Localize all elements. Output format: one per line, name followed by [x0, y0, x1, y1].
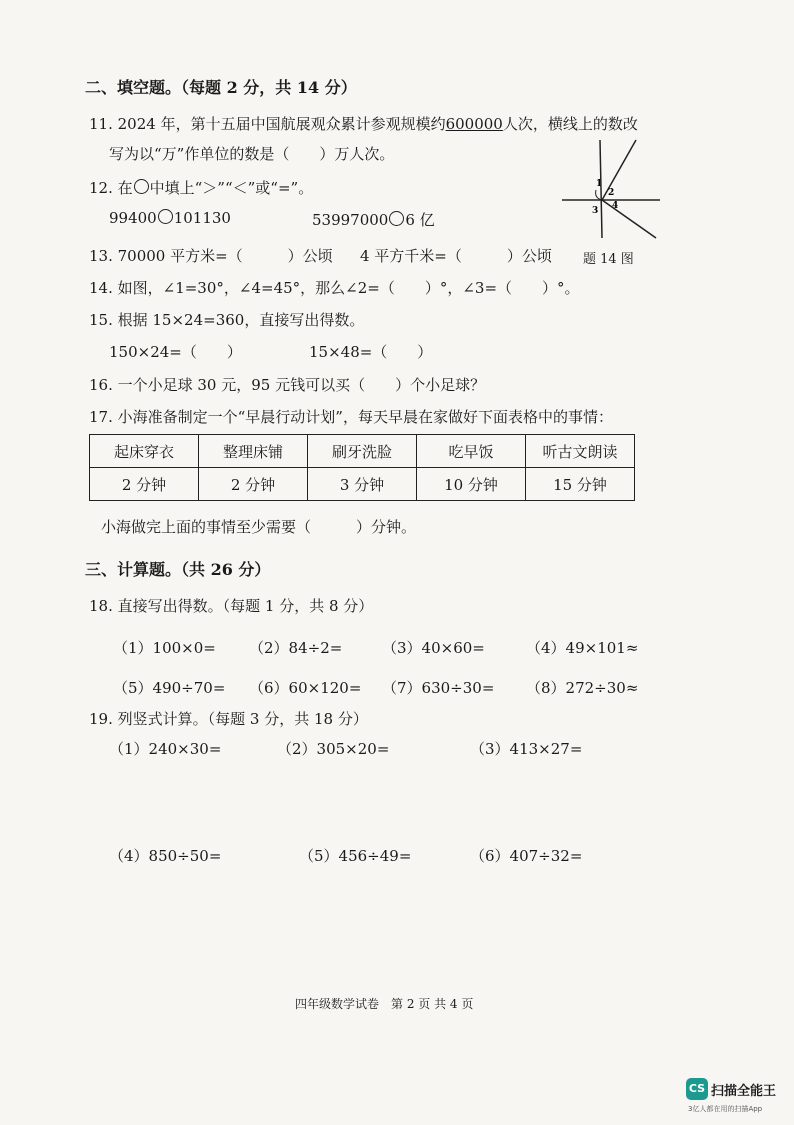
q12-part-b	[312, 209, 435, 230]
q19-item: （2）305×20=	[277, 740, 390, 758]
compare-circle-icon[interactable]	[389, 211, 404, 226]
q12-b-left: 53997000	[312, 211, 389, 229]
question-13-a: 13. 70000 平方米=（ ）公顷	[89, 247, 333, 265]
table-cell: 10 分钟	[417, 468, 526, 501]
q11-underlined-number: 600000	[445, 115, 503, 133]
table-header-cell: 刷牙洗脸	[308, 435, 417, 468]
schedule-table	[89, 434, 635, 501]
angle-diagram-icon	[556, 138, 666, 243]
q18-item: （2）84÷2=	[249, 639, 343, 657]
table-header-cell: 听古文朗读	[526, 435, 635, 468]
question-12	[89, 177, 313, 198]
q12-stem-b: 中填上“＞”“＜”或“=”。	[149, 179, 314, 197]
q12-b-right: 6 亿	[405, 211, 435, 229]
compare-circle-icon[interactable]	[158, 209, 173, 224]
q18-item: （3）40×60=	[382, 639, 485, 657]
scanner-watermark	[686, 1078, 776, 1100]
question-18-title: 18. 直接写出得数。（每题 1 分，共 8 分）	[89, 597, 374, 615]
table-row	[90, 468, 635, 501]
question-13-b: 4 平方千米=（ ）公顷	[360, 247, 552, 265]
section-2-note: （每题 2 分，共 14 分）	[181, 78, 357, 97]
angle-label: 4	[612, 201, 619, 211]
q12-a-right: 101130	[173, 209, 231, 227]
table-header-cell: 起床穿衣	[90, 435, 199, 468]
question-14: 14. 如图，∠1=30°，∠4=45°，那么∠2=（ ）°，∠3=（ ）°。	[89, 279, 580, 297]
table-cell: 3 分钟	[308, 468, 417, 501]
table-row	[90, 435, 635, 468]
lower-ray-line	[602, 200, 656, 238]
table-cell: 2 分钟	[90, 468, 199, 501]
table-header-cell: 整理床铺	[199, 435, 308, 468]
vertical-line	[600, 140, 602, 238]
figure-caption: 题 14 图	[583, 252, 634, 267]
table-header-cell: 吃早饭	[417, 435, 526, 468]
q18-item: （4）49×101≈	[526, 639, 639, 657]
q11-text-b: 人次，横线上的数改	[502, 115, 638, 133]
q19-item: （3）413×27=	[470, 740, 583, 758]
table-cell: 2 分钟	[199, 468, 308, 501]
table-cell: 15 分钟	[526, 468, 635, 501]
q11-text-a: 2024 年，第十五届中国航展观众累计参观规模约	[117, 115, 446, 133]
section-3-title: 三、计算题。	[85, 560, 182, 579]
section-2-heading	[85, 75, 357, 98]
q15-b: 15×48=（ ）	[309, 343, 433, 361]
section-3-note: （共 26 分）	[181, 560, 271, 579]
watermark-name: 扫描全能王	[711, 1083, 777, 1099]
q11-num: 11.	[89, 115, 113, 133]
q18-item: （7）630÷30=	[382, 679, 495, 697]
angle-label: 3	[592, 206, 599, 216]
page-footer: 四年级数学试卷 第 2 页 共 4 页	[295, 997, 474, 1011]
angle-label: 2	[608, 188, 615, 198]
q15-a: 150×24=（ ）	[109, 343, 242, 361]
q17-question: 小海做完上面的事情至少需要（ ）分钟。	[101, 518, 417, 536]
q18-item: （1）100×0=	[113, 639, 216, 657]
question-17: 17. 小海准备制定一个“早晨行动计划”，每天早晨在家做好下面表格中的事情：	[89, 408, 613, 426]
q19-item: （1）240×30=	[109, 740, 222, 758]
q12-a-left: 99400	[109, 209, 157, 227]
section-3-heading	[85, 557, 270, 580]
q19-item: （5）456÷49=	[299, 847, 412, 865]
q18-item: （8）272÷30≈	[526, 679, 639, 697]
blank-circle-icon	[134, 179, 149, 194]
question-11-line-2: 写为以“万”作单位的数是（ ）万人次。	[109, 145, 395, 163]
cs-logo-icon: CS	[686, 1078, 708, 1100]
q18-item: （6）60×120=	[249, 679, 362, 697]
angle-label: 1	[596, 179, 603, 189]
question-16: 16. 一个小足球 30 元，95 元钱可以买（ ）个小足球？	[89, 376, 486, 394]
q12-part-a	[109, 209, 231, 227]
question-19-title: 19. 列竖式计算。（每题 3 分，共 18 分）	[89, 710, 368, 728]
section-2-title: 二、填空题。	[85, 78, 182, 97]
q19-item: （6）407÷32=	[470, 847, 583, 865]
q19-item: （4）850÷50=	[109, 847, 222, 865]
angle-figure	[556, 138, 666, 247]
watermark-tagline: 3亿人都在用的扫描App	[688, 1105, 763, 1113]
q12-stem: 12. 在	[89, 179, 133, 197]
question-11-line-1	[89, 113, 638, 134]
q18-item: （5）490÷70=	[113, 679, 226, 697]
question-15: 15. 根据 15×24=360，直接写出得数。	[89, 311, 365, 329]
